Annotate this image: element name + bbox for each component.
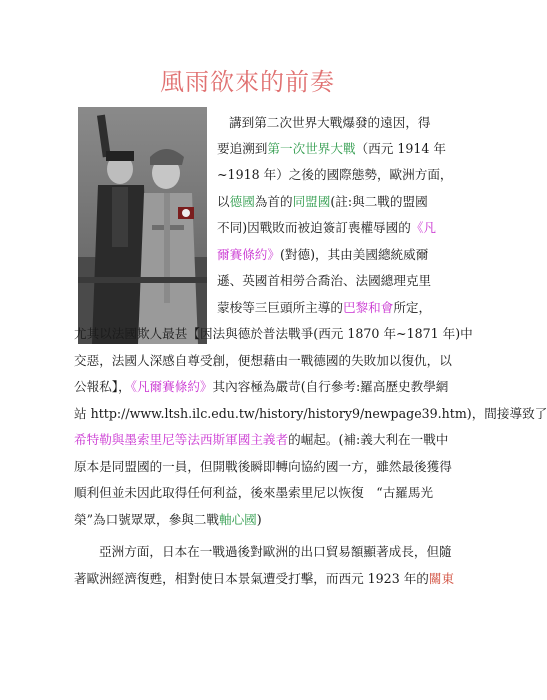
text-line [74, 566, 454, 593]
text-line [217, 268, 431, 295]
text-span: 順利但並未因此取得任何利益，後來墨索里尼以恢復 “古羅馬光 [74, 485, 434, 500]
text-span: 著歐洲經濟復甦，相對使日本景氣遭受打擊，而西元 1923 年的 [74, 571, 429, 586]
text-line [217, 136, 446, 163]
text-span: 原本是同盟國的一員，但開戰後瞬即轉向協約國一方，雖然最後獲得 [74, 459, 452, 474]
text-line [229, 110, 431, 137]
reference-url: 站 http://www.ltsh.ilc.edu.tw/history/history9/newpage39.htm)，間接導致了 [74, 406, 547, 421]
link-paris-peace-conference[interactable]: 巴黎和會 [342, 300, 394, 315]
text-line [74, 401, 547, 428]
text-line [74, 454, 452, 481]
photo-image [78, 107, 207, 344]
link-versailles-treaty[interactable]: 《凡爾賽條約》 [130, 379, 213, 394]
link-central-powers[interactable]: 同盟國 [292, 194, 331, 209]
text-line [217, 295, 431, 322]
text-span: （西元 1914 年 [355, 141, 446, 156]
text-span: 所定， [393, 300, 432, 315]
text-span: 亞洲方面，日本在一戰過後對歐洲的出口貿易額顯著成長，但隨 [99, 544, 452, 559]
text-span: 榮”為口號眾眾，參與二戰 [74, 512, 219, 527]
text-span: ~1918 年）之後的國際態勢，歐洲方面， [217, 167, 453, 182]
text-span: 遜、英國首相勞合喬治、法國總理克里 [217, 273, 432, 288]
text-span: 交惡，法國人深感自尊受創，便想藉由一戰德國的失敗加以復仇，以 [74, 353, 452, 368]
text-span: 公報私】， [74, 379, 131, 394]
page-title: 風雨欲來的前奏 [160, 68, 335, 96]
historical-photo [78, 107, 207, 344]
link-versailles-treaty[interactable]: 《凡 [410, 220, 437, 235]
text-span: 蒙梭等三巨頭所主導的 [217, 300, 343, 315]
text-span: 不同)因戰敗而被迫簽訂喪權辱國的 [217, 220, 411, 235]
text-line [217, 189, 428, 216]
text-line [217, 242, 428, 269]
text-span: 講到第二次世界大戰爆發的遠因，得 [229, 115, 431, 130]
text-span: (對德)，其由美國總統威爾 [279, 247, 429, 262]
text-line [74, 480, 433, 507]
text-line [74, 507, 262, 534]
text-line [74, 427, 448, 454]
text-span: ) [256, 512, 262, 527]
text-span: 尤其以法國欺人最甚【因法與德於普法戰爭(西元 1870 年~1871 年)中 [74, 326, 473, 341]
text-line [74, 374, 448, 401]
text-span: 為首的 [254, 194, 293, 209]
text-line [99, 539, 452, 566]
link-kanto[interactable]: 關東 [428, 571, 455, 586]
link-axis-powers[interactable]: 軸心國 [218, 512, 257, 527]
text-span: 其內容極為嚴苛(自行參考:羅高歷史教學網 [212, 379, 449, 394]
text-span: 的崛起。(補:義大利在一戰中 [288, 432, 449, 447]
link-fascist-militarists[interactable]: 希特勒與墨索里尼等法西斯軍國主義者 [74, 432, 289, 447]
text-span: 以 [217, 194, 230, 209]
text-line [217, 215, 436, 242]
link-first-world-war[interactable]: 第一次世界大戰 [267, 141, 356, 156]
text-span: (註:與二戰的盟國 [330, 194, 428, 209]
text-span: 要追溯到 [217, 141, 268, 156]
text-line [74, 348, 452, 375]
text-line [217, 162, 453, 189]
text-line [74, 321, 473, 348]
link-germany[interactable]: 德國 [229, 194, 255, 209]
link-versailles-treaty[interactable]: 爾賽條約》 [217, 247, 280, 262]
